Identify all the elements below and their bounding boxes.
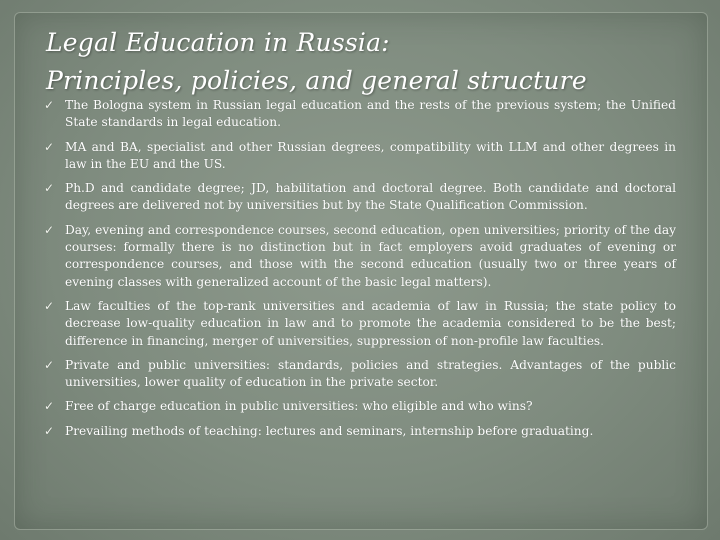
check-icon: ✓ — [44, 423, 55, 438]
bullet-item — [44, 97, 676, 132]
bullet-item — [44, 180, 676, 215]
bullet-text: Free of charge education in public universities: who eligible and who wins? — [65, 399, 533, 414]
bullet-text: Ph.D and candidate degree; JD, habilitation and doctoral degree. Both candidate and doctoral degrees are delivered not by universities but by the State Qualification Commission. — [65, 181, 676, 213]
bullet-item — [44, 139, 676, 174]
check-icon: ✓ — [44, 181, 55, 196]
bullet-list — [44, 97, 676, 447]
check-icon: ✓ — [44, 222, 55, 237]
bullet-item — [44, 222, 676, 291]
check-icon: ✓ — [44, 399, 55, 414]
bullet-item — [44, 398, 676, 415]
bullet-item — [44, 357, 676, 392]
slide-title — [46, 24, 686, 100]
bullet-text: Law faculties of the top-rank universities and academia of law in Russia; the state policy to decrease low-quality education in law and to promote the academia considered to be the best; difference in financing, merger of universities, suppression of non-profile law faculties. — [65, 298, 676, 348]
check-icon: ✓ — [44, 98, 55, 112]
check-icon: ✓ — [44, 298, 55, 313]
check-icon: ✓ — [44, 357, 55, 372]
bullet-item — [44, 423, 676, 440]
title-line-1: Legal Education in Russia: — [46, 28, 390, 57]
bullet-text: MA and BA, specialist and other Russian degrees, compatibility with LLM and other degrees in law in the EU and the US. — [65, 139, 676, 171]
bullet-text: The Bologna system in Russian legal education and the rests of the previous system; the Unified State standards in legal education. — [65, 98, 676, 130]
bullet-text: Prevailing methods of teaching: lectures and seminars, internship before graduating. — [65, 423, 594, 438]
title-line-2: Principles, policies, and general structure — [46, 66, 587, 95]
bullet-text: Day, evening and correspondence courses, second education, open universities; priority of the day courses: formally there is no distinction but in fact employers avoid graduates of evening or correspondence courses, and those with the second education (usually two or three years of evening classes with generalized account of the basic legal matters). — [65, 222, 676, 289]
check-icon: ✓ — [44, 139, 55, 154]
bullet-item — [44, 298, 676, 350]
bullet-text: Private and public universities: standards, policies and strategies. Advantages of the public universities, lower quality of education in the private sector. — [65, 357, 676, 390]
